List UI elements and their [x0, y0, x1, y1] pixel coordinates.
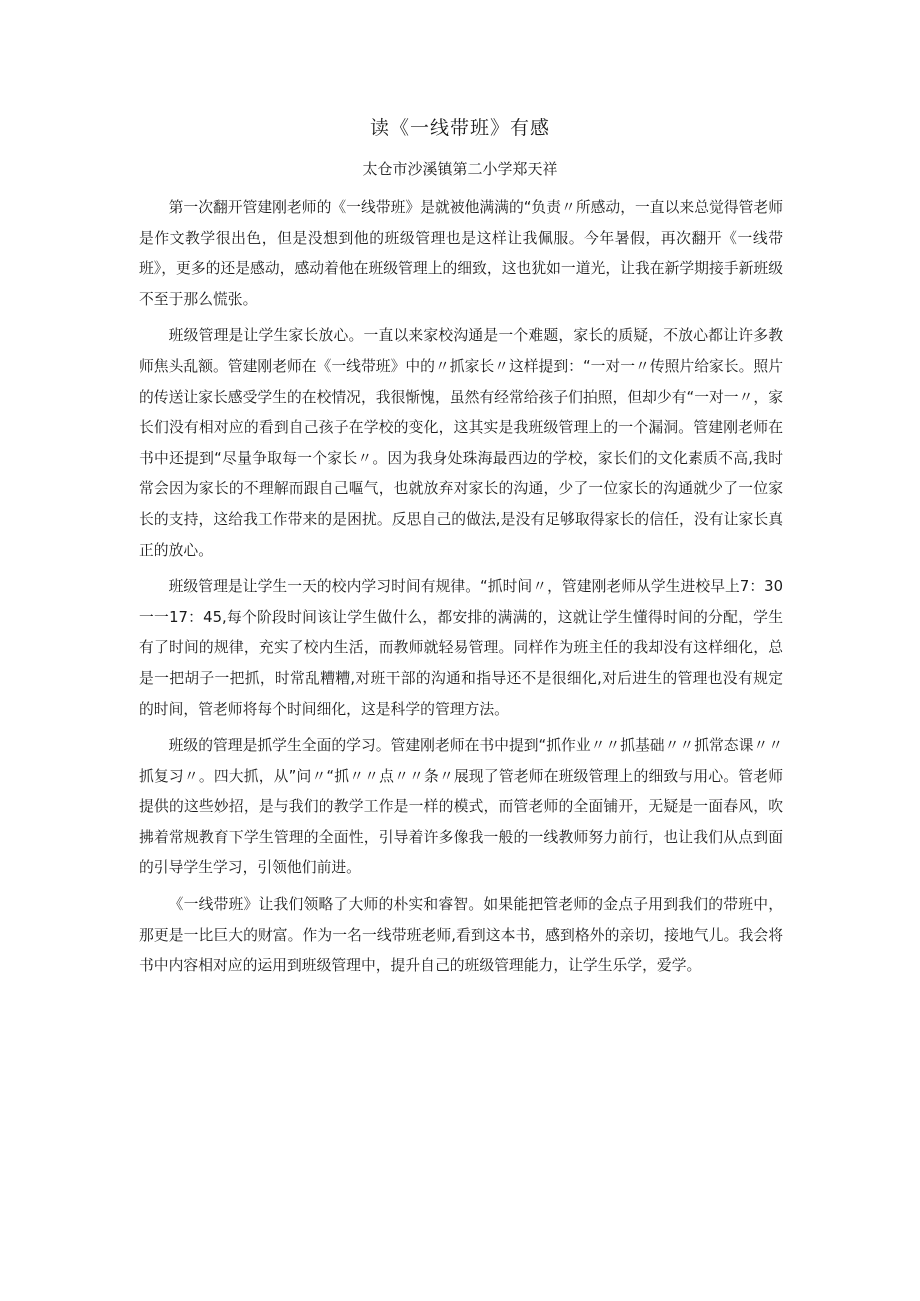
- paragraph: 班级的管理是抓学生全面的学习。管建刚老师在书中提到“抓作业〃〃抓基础〃〃抓常态课〃〃抓复习〃。四大抓，从”问〃“抓〃〃点〃〃条〃展现了管老师在班级管理上的细致与用心。管老师提供的这些妙招，是与我们的教学工作是一样的模式，而管老师的全面铺开，无疑是一面春风，吹拂着常规教育下学生管理的全面性，引导着许多像我一般的一线教师努力前行，也让我们从点到面的引导学生学习，引领他们前进。: [139, 737, 783, 877]
- paragraph: 第一次翻开管建刚老师的《一线带班》是就被他满满的“负责〃所感动，一直以来总觉得管老师是作文教学很出色，但是没想到他的班级管理也是这样让我佩服。今年暑假，再次翻开《一线带班》，更多的还是感动，感动着他在班级管理上的细致，这也犹如一道光，让我在新学期接手新班级不至于那么慌张。: [139, 199, 783, 308]
- paragraph: 班级管理是让学生家长放心。一直以来家校沟通是一个难题，家长的质疑，不放心都让许多教师焦头乱额。管建刚老师在《一线带班》中的〃抓家长〃这样提到：“一对一〃传照片给家长。照片的传送让家长感受学生的在校情况，我很惭愧，虽然有经常给孩子们拍照，但却少有“一对一〃，家长们没有相对应的看到自己孩子在学校的变化，这其实是我班级管理上的一个漏洞。管建刚老师在书中还提到“尽量争取每一个家长〃。因为我身处珠海最西边的学校，家长们的文化素质不高,我时常会因为家长的不理解而跟自己嘔气，也就放弃对家长的沟通，少了一位家长的沟通就少了一位家长的支持，这给我工作带来的是困扰。反思自己的做法,是没有足够取得家长的信任，没有让家长真正的放心。: [139, 327, 783, 559]
- document-title: 读《一线带班》有感: [369, 117, 550, 139]
- author-line: 太仓市沙溪镇第二小学郑天祥: [362, 160, 558, 178]
- paragraph: 班级管理是让学生一天的校内学习时间有规律。“抓时间〃，管建刚老师从学生进校早上7：30一一17：45,每个阶段时间该让学生做什么，都安排的满满的，这就让学生懂得时间的分配，学生有了时间的规律，充实了校内生活，而教师就轻易管理。同样作为班主任的我却没有这样细化，总是一把胡子一把抓，时常乱糟糟,对班干部的沟通和指导还不是很细化,对后进生的管理也没有规定的时间，管老师将每个时间细化，这是科学的管理方法。: [139, 578, 783, 718]
- paragraph: 《一线带班》让我们领略了大师的朴实和睿智。如果能把管老师的金点子用到我们的带班中，那更是一比巨大的财富。作为一名一线带班老师,看到这本书，感到格外的亲切，接地气儿。我会将书中内容相对应的运用到班级管理中，提升自己的班级管理能力，让学生乐学，爱学。: [139, 896, 783, 975]
- document-body: [139, 193, 783, 988]
